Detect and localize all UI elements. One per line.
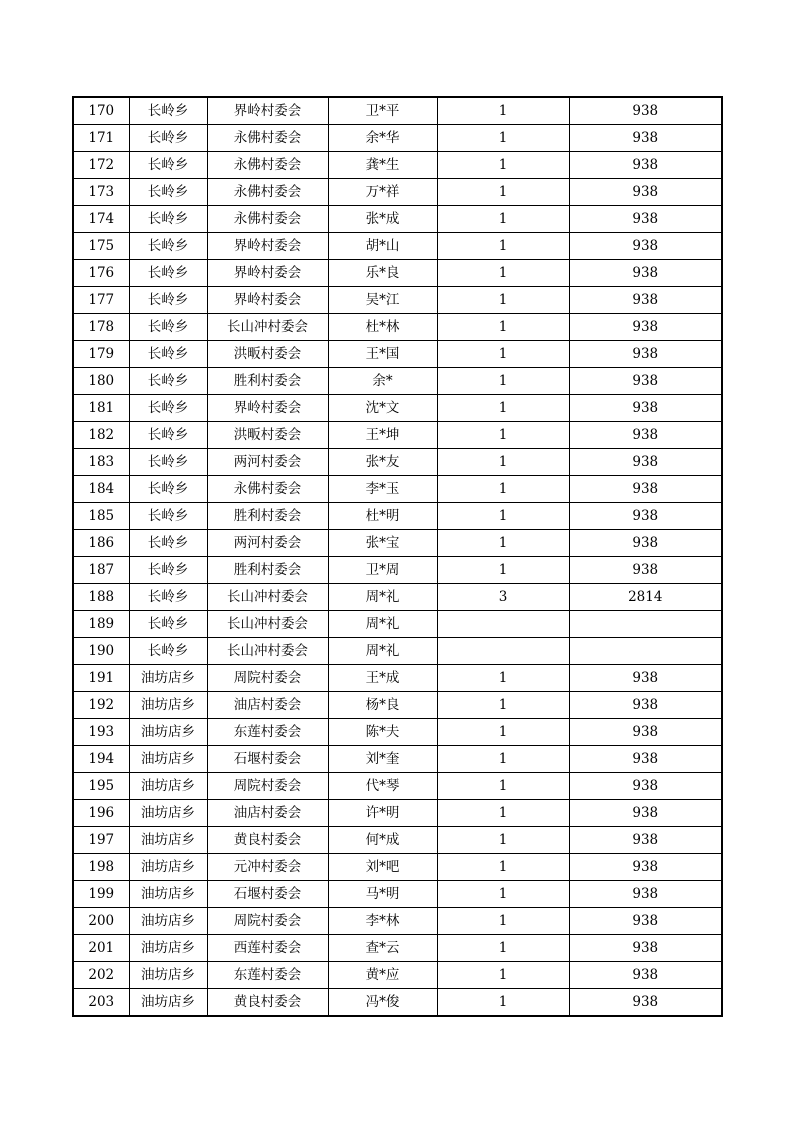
amount-cell: 938 <box>569 125 722 152</box>
village-committee-cell: 两河村委会 <box>207 530 328 557</box>
count-cell: 1 <box>437 719 569 746</box>
village-committee-cell: 石堰村委会 <box>207 881 328 908</box>
table-row <box>73 773 722 800</box>
person-name-cell: 李*林 <box>328 908 437 935</box>
person-name-cell: 余*华 <box>328 125 437 152</box>
count-cell: 1 <box>437 773 569 800</box>
township-cell: 油坊店乡 <box>129 962 207 989</box>
row-number-cell: 180 <box>73 368 129 395</box>
village-committee-cell: 界岭村委会 <box>207 287 328 314</box>
township-cell: 油坊店乡 <box>129 989 207 1017</box>
township-cell: 长岭乡 <box>129 287 207 314</box>
person-name-cell: 万*祥 <box>328 179 437 206</box>
amount-cell: 938 <box>569 503 722 530</box>
row-number-cell: 195 <box>73 773 129 800</box>
township-cell: 油坊店乡 <box>129 773 207 800</box>
table-row <box>73 638 722 665</box>
count-cell: 1 <box>437 800 569 827</box>
village-committee-cell: 永佛村委会 <box>207 206 328 233</box>
table-row <box>73 827 722 854</box>
amount-cell <box>569 638 722 665</box>
amount-cell: 938 <box>569 665 722 692</box>
village-committee-cell: 元冲村委会 <box>207 854 328 881</box>
amount-cell <box>569 611 722 638</box>
row-number-cell: 191 <box>73 665 129 692</box>
table-row <box>73 395 722 422</box>
table-row <box>73 962 722 989</box>
row-number-cell: 202 <box>73 962 129 989</box>
count-cell: 1 <box>437 233 569 260</box>
person-name-cell: 卫*平 <box>328 97 437 125</box>
township-cell: 长岭乡 <box>129 97 207 125</box>
amount-cell: 938 <box>569 179 722 206</box>
township-cell: 长岭乡 <box>129 233 207 260</box>
row-number-cell: 179 <box>73 341 129 368</box>
table-row <box>73 530 722 557</box>
count-cell: 1 <box>437 368 569 395</box>
amount-cell: 938 <box>569 287 722 314</box>
township-cell: 油坊店乡 <box>129 719 207 746</box>
person-name-cell: 张*友 <box>328 449 437 476</box>
row-number-cell: 173 <box>73 179 129 206</box>
township-cell: 长岭乡 <box>129 206 207 233</box>
village-committee-cell: 黄良村委会 <box>207 827 328 854</box>
person-name-cell: 代*琴 <box>328 773 437 800</box>
township-cell: 长岭乡 <box>129 314 207 341</box>
row-number-cell: 183 <box>73 449 129 476</box>
township-cell: 长岭乡 <box>129 611 207 638</box>
table-row <box>73 179 722 206</box>
township-cell: 油坊店乡 <box>129 908 207 935</box>
count-cell: 1 <box>437 476 569 503</box>
village-committee-cell: 长山冲村委会 <box>207 638 328 665</box>
township-cell: 长岭乡 <box>129 395 207 422</box>
row-number-cell: 190 <box>73 638 129 665</box>
amount-cell: 938 <box>569 530 722 557</box>
count-cell: 1 <box>437 97 569 125</box>
table-row <box>73 152 722 179</box>
township-cell: 长岭乡 <box>129 368 207 395</box>
row-number-cell: 189 <box>73 611 129 638</box>
row-number-cell: 170 <box>73 97 129 125</box>
count-cell: 1 <box>437 395 569 422</box>
village-committee-cell: 东莲村委会 <box>207 962 328 989</box>
table-row <box>73 719 722 746</box>
row-number-cell: 198 <box>73 854 129 881</box>
township-cell: 长岭乡 <box>129 638 207 665</box>
village-committee-cell: 油店村委会 <box>207 692 328 719</box>
table-row <box>73 503 722 530</box>
person-name-cell: 何*成 <box>328 827 437 854</box>
village-committee-cell: 永佛村委会 <box>207 125 328 152</box>
amount-cell: 938 <box>569 152 722 179</box>
row-number-cell: 175 <box>73 233 129 260</box>
amount-cell: 938 <box>569 962 722 989</box>
table-row <box>73 692 722 719</box>
amount-cell: 938 <box>569 989 722 1017</box>
person-name-cell: 黄*应 <box>328 962 437 989</box>
table-row <box>73 314 722 341</box>
person-name-cell: 许*明 <box>328 800 437 827</box>
village-committee-cell: 油店村委会 <box>207 800 328 827</box>
person-name-cell: 刘*奎 <box>328 746 437 773</box>
village-committee-cell: 两河村委会 <box>207 449 328 476</box>
table-body <box>73 97 722 1016</box>
table-row <box>73 908 722 935</box>
township-cell: 长岭乡 <box>129 449 207 476</box>
township-cell: 长岭乡 <box>129 476 207 503</box>
person-name-cell: 张*宝 <box>328 530 437 557</box>
count-cell: 3 <box>437 584 569 611</box>
row-number-cell: 185 <box>73 503 129 530</box>
amount-cell: 938 <box>569 341 722 368</box>
count-cell: 1 <box>437 314 569 341</box>
amount-cell: 938 <box>569 854 722 881</box>
village-committee-cell: 胜利村委会 <box>207 557 328 584</box>
township-cell: 油坊店乡 <box>129 746 207 773</box>
table-row <box>73 233 722 260</box>
table-row <box>73 341 722 368</box>
person-name-cell: 刘*吧 <box>328 854 437 881</box>
row-number-cell: 192 <box>73 692 129 719</box>
table-row <box>73 854 722 881</box>
amount-cell: 938 <box>569 97 722 125</box>
row-number-cell: 172 <box>73 152 129 179</box>
township-cell: 长岭乡 <box>129 557 207 584</box>
village-committee-cell: 界岭村委会 <box>207 260 328 287</box>
person-name-cell: 王*国 <box>328 341 437 368</box>
count-cell: 1 <box>437 746 569 773</box>
village-committee-cell: 永佛村委会 <box>207 152 328 179</box>
count-cell: 1 <box>437 530 569 557</box>
beneficiary-table <box>72 96 723 1017</box>
row-number-cell: 194 <box>73 746 129 773</box>
amount-cell: 938 <box>569 557 722 584</box>
count-cell: 1 <box>437 665 569 692</box>
person-name-cell: 杜*明 <box>328 503 437 530</box>
person-name-cell: 马*明 <box>328 881 437 908</box>
township-cell: 长岭乡 <box>129 179 207 206</box>
village-committee-cell: 长山冲村委会 <box>207 314 328 341</box>
table-row <box>73 476 722 503</box>
count-cell: 1 <box>437 449 569 476</box>
row-number-cell: 200 <box>73 908 129 935</box>
township-cell: 长岭乡 <box>129 584 207 611</box>
village-committee-cell: 周院村委会 <box>207 665 328 692</box>
person-name-cell: 周*礼 <box>328 638 437 665</box>
village-committee-cell: 界岭村委会 <box>207 233 328 260</box>
row-number-cell: 196 <box>73 800 129 827</box>
person-name-cell: 陈*夫 <box>328 719 437 746</box>
amount-cell: 938 <box>569 422 722 449</box>
township-cell: 油坊店乡 <box>129 827 207 854</box>
table-row <box>73 881 722 908</box>
row-number-cell: 176 <box>73 260 129 287</box>
amount-cell: 2814 <box>569 584 722 611</box>
person-name-cell: 查*云 <box>328 935 437 962</box>
row-number-cell: 197 <box>73 827 129 854</box>
count-cell: 1 <box>437 908 569 935</box>
township-cell: 长岭乡 <box>129 152 207 179</box>
table-row <box>73 206 722 233</box>
count-cell: 1 <box>437 827 569 854</box>
table-row <box>73 422 722 449</box>
person-name-cell: 吴*江 <box>328 287 437 314</box>
person-name-cell: 李*玉 <box>328 476 437 503</box>
table-row <box>73 611 722 638</box>
amount-cell: 938 <box>569 260 722 287</box>
table-row <box>73 260 722 287</box>
village-committee-cell: 长山冲村委会 <box>207 584 328 611</box>
table-row <box>73 449 722 476</box>
row-number-cell: 201 <box>73 935 129 962</box>
table-row <box>73 584 722 611</box>
village-committee-cell: 永佛村委会 <box>207 476 328 503</box>
amount-cell: 938 <box>569 773 722 800</box>
table-row <box>73 989 722 1017</box>
count-cell <box>437 638 569 665</box>
amount-cell: 938 <box>569 935 722 962</box>
table-row <box>73 368 722 395</box>
village-committee-cell: 界岭村委会 <box>207 395 328 422</box>
person-name-cell: 龚*生 <box>328 152 437 179</box>
count-cell: 1 <box>437 557 569 584</box>
township-cell: 长岭乡 <box>129 125 207 152</box>
village-committee-cell: 石堰村委会 <box>207 746 328 773</box>
person-name-cell: 张*成 <box>328 206 437 233</box>
amount-cell: 938 <box>569 206 722 233</box>
village-committee-cell: 长山冲村委会 <box>207 611 328 638</box>
person-name-cell: 沈*文 <box>328 395 437 422</box>
township-cell: 长岭乡 <box>129 341 207 368</box>
township-cell: 油坊店乡 <box>129 935 207 962</box>
amount-cell: 938 <box>569 719 722 746</box>
village-committee-cell: 界岭村委会 <box>207 97 328 125</box>
row-number-cell: 177 <box>73 287 129 314</box>
person-name-cell: 乐*良 <box>328 260 437 287</box>
count-cell: 1 <box>437 935 569 962</box>
township-cell: 长岭乡 <box>129 530 207 557</box>
table-row <box>73 665 722 692</box>
table-row <box>73 557 722 584</box>
person-name-cell: 余* <box>328 368 437 395</box>
count-cell: 1 <box>437 962 569 989</box>
person-name-cell: 周*礼 <box>328 611 437 638</box>
count-cell: 1 <box>437 125 569 152</box>
township-cell: 油坊店乡 <box>129 854 207 881</box>
township-cell: 油坊店乡 <box>129 800 207 827</box>
table-row <box>73 800 722 827</box>
table-row <box>73 97 722 125</box>
amount-cell: 938 <box>569 233 722 260</box>
person-name-cell: 冯*俊 <box>328 989 437 1017</box>
amount-cell: 938 <box>569 881 722 908</box>
count-cell: 1 <box>437 206 569 233</box>
person-name-cell: 王*坤 <box>328 422 437 449</box>
person-name-cell: 王*成 <box>328 665 437 692</box>
row-number-cell: 199 <box>73 881 129 908</box>
count-cell: 1 <box>437 152 569 179</box>
row-number-cell: 188 <box>73 584 129 611</box>
count-cell: 1 <box>437 881 569 908</box>
row-number-cell: 184 <box>73 476 129 503</box>
township-cell: 长岭乡 <box>129 260 207 287</box>
village-committee-cell: 洪畈村委会 <box>207 422 328 449</box>
person-name-cell: 杨*良 <box>328 692 437 719</box>
row-number-cell: 178 <box>73 314 129 341</box>
row-number-cell: 186 <box>73 530 129 557</box>
count-cell: 1 <box>437 692 569 719</box>
village-committee-cell: 胜利村委会 <box>207 503 328 530</box>
person-name-cell: 卫*周 <box>328 557 437 584</box>
amount-cell: 938 <box>569 746 722 773</box>
village-committee-cell: 永佛村委会 <box>207 179 328 206</box>
table-row <box>73 125 722 152</box>
village-committee-cell: 西莲村委会 <box>207 935 328 962</box>
person-name-cell: 胡*山 <box>328 233 437 260</box>
row-number-cell: 187 <box>73 557 129 584</box>
count-cell: 1 <box>437 422 569 449</box>
amount-cell: 938 <box>569 800 722 827</box>
person-name-cell: 周*礼 <box>328 584 437 611</box>
village-committee-cell: 周院村委会 <box>207 908 328 935</box>
village-committee-cell: 洪畈村委会 <box>207 341 328 368</box>
row-number-cell: 181 <box>73 395 129 422</box>
township-cell: 长岭乡 <box>129 422 207 449</box>
count-cell: 1 <box>437 287 569 314</box>
amount-cell: 938 <box>569 827 722 854</box>
table-row <box>73 287 722 314</box>
count-cell: 1 <box>437 503 569 530</box>
village-committee-cell: 东莲村委会 <box>207 719 328 746</box>
village-committee-cell: 胜利村委会 <box>207 368 328 395</box>
count-cell <box>437 611 569 638</box>
township-cell: 油坊店乡 <box>129 692 207 719</box>
person-name-cell: 杜*林 <box>328 314 437 341</box>
village-committee-cell: 黄良村委会 <box>207 989 328 1017</box>
row-number-cell: 171 <box>73 125 129 152</box>
amount-cell: 938 <box>569 476 722 503</box>
amount-cell: 938 <box>569 692 722 719</box>
township-cell: 油坊店乡 <box>129 665 207 692</box>
amount-cell: 938 <box>569 314 722 341</box>
count-cell: 1 <box>437 260 569 287</box>
count-cell: 1 <box>437 854 569 881</box>
village-committee-cell: 周院村委会 <box>207 773 328 800</box>
amount-cell: 938 <box>569 368 722 395</box>
township-cell: 长岭乡 <box>129 503 207 530</box>
row-number-cell: 182 <box>73 422 129 449</box>
count-cell: 1 <box>437 179 569 206</box>
row-number-cell: 174 <box>73 206 129 233</box>
count-cell: 1 <box>437 341 569 368</box>
table-row <box>73 746 722 773</box>
amount-cell: 938 <box>569 908 722 935</box>
township-cell: 油坊店乡 <box>129 881 207 908</box>
row-number-cell: 193 <box>73 719 129 746</box>
table-row <box>73 935 722 962</box>
count-cell: 1 <box>437 989 569 1017</box>
amount-cell: 938 <box>569 395 722 422</box>
row-number-cell: 203 <box>73 989 129 1017</box>
amount-cell: 938 <box>569 449 722 476</box>
